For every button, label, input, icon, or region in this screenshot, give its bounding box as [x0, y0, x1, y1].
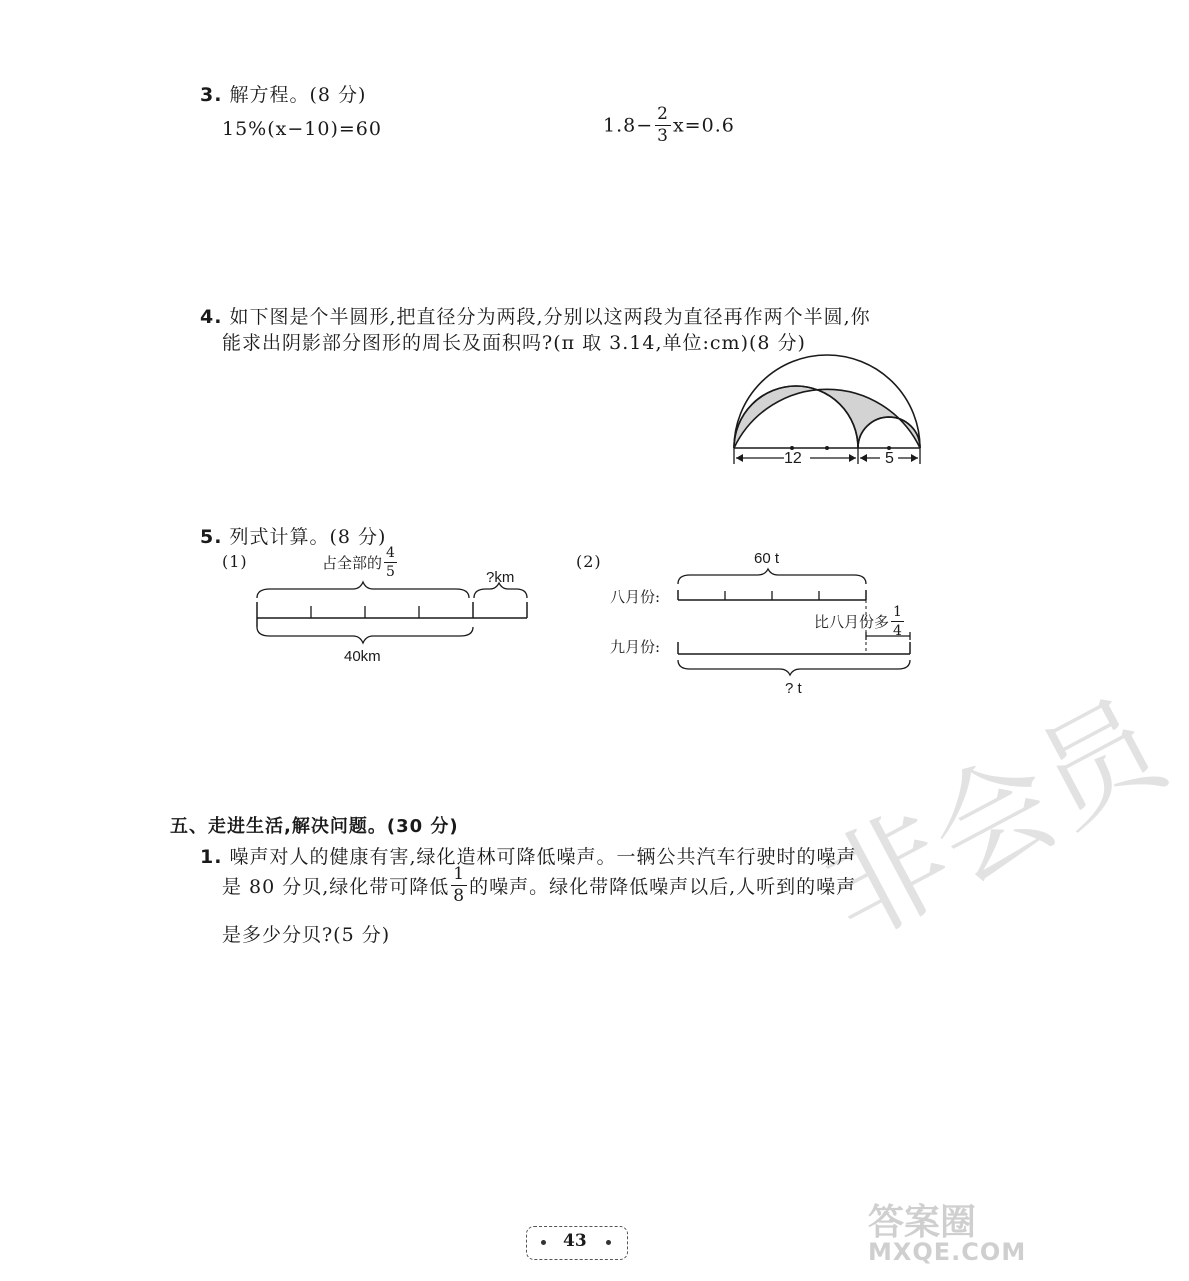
q4-line-1 [200, 302, 871, 329]
part1-top-text: 占全部的 $\frac{4}{5}$ [322, 545, 395, 580]
page-number-dot-left [541, 1240, 546, 1245]
part2-top: 60 t [754, 550, 780, 567]
q4-line-2: 能求出阴影部分图形的周长及面积吗?(π 取 3.14,单位:cm)(8 分) [222, 332, 806, 354]
q4-number: 4. [200, 306, 223, 328]
q3-eq2-prefix: 1.8− [603, 114, 654, 137]
part2-bottom: ? t [785, 680, 802, 697]
q3-equation-1: 15%(x−10)=60 [222, 118, 382, 140]
part1-unknown: ?km [486, 569, 515, 586]
watermark: 非会员 [802, 674, 1186, 967]
part1-diagram [250, 582, 535, 647]
label-5: 5 [885, 450, 894, 467]
q3-eq2-suffix: x=0.6 [672, 114, 735, 137]
s5-q1-text-1: 噪声对人的健康有害,绿化造林可降低噪声。一辆公共汽车行驶时的噪声 [229, 846, 857, 868]
part2-fraction: $\frac{1}{4}$ [893, 604, 902, 639]
part1-bottom: 40km [344, 648, 381, 665]
part2-compare: 比八月份多 $\frac{1}{4}$ [814, 604, 902, 639]
s5-q1-line-1 [200, 842, 857, 869]
q3-heading [200, 80, 366, 107]
part2-row1-label: 八月份: [610, 588, 661, 606]
part2-diagram [672, 570, 917, 675]
s5-q1-line-2: 是 80 分贝,绿化带可降低 $\frac{1}{8}$ 的噪声。绿化带降低噪声以后,人听到的噪声 [222, 864, 857, 906]
q4-text-1: 如下图是个半圆形,把直径分为两段,分别以这两段为直径再作两个半圆,你 [229, 306, 871, 328]
q3-title: 解方程。(8 分) [229, 84, 367, 106]
semicircle-diagram [720, 360, 935, 475]
q5-heading [200, 522, 386, 549]
corner-logo: 答案圈 [868, 1202, 977, 1243]
section5-title: 五、走进生活,解决问题。(30 分) [170, 816, 459, 837]
part2-label: (2) [576, 552, 602, 571]
center-dot-mid [825, 446, 829, 450]
q5-number: 5. [200, 526, 223, 548]
corner-url: MXQE.COM [868, 1238, 1027, 1266]
s5-q1-number: 1. [200, 846, 223, 868]
q3-equation-2 [603, 106, 735, 145]
s5-q1-line-3: 是多少分贝?(5 分) [222, 924, 391, 946]
label-12: 12 [784, 450, 802, 467]
page-number: 43 [563, 1231, 587, 1251]
q5-title: 列式计算。(8 分) [229, 526, 387, 548]
q3-eq2-fraction: $\frac{2}{3}$ [657, 104, 669, 146]
s5-q1-fraction: $\frac{1}{8}$ [453, 864, 466, 906]
part1-fraction: $\frac{4}{5}$ [386, 545, 395, 580]
part2-row2-label: 九月份: [610, 638, 661, 656]
part1-label: (1) [222, 552, 248, 571]
q3-number: 3. [200, 84, 223, 106]
page-number-dot-right [606, 1240, 611, 1245]
